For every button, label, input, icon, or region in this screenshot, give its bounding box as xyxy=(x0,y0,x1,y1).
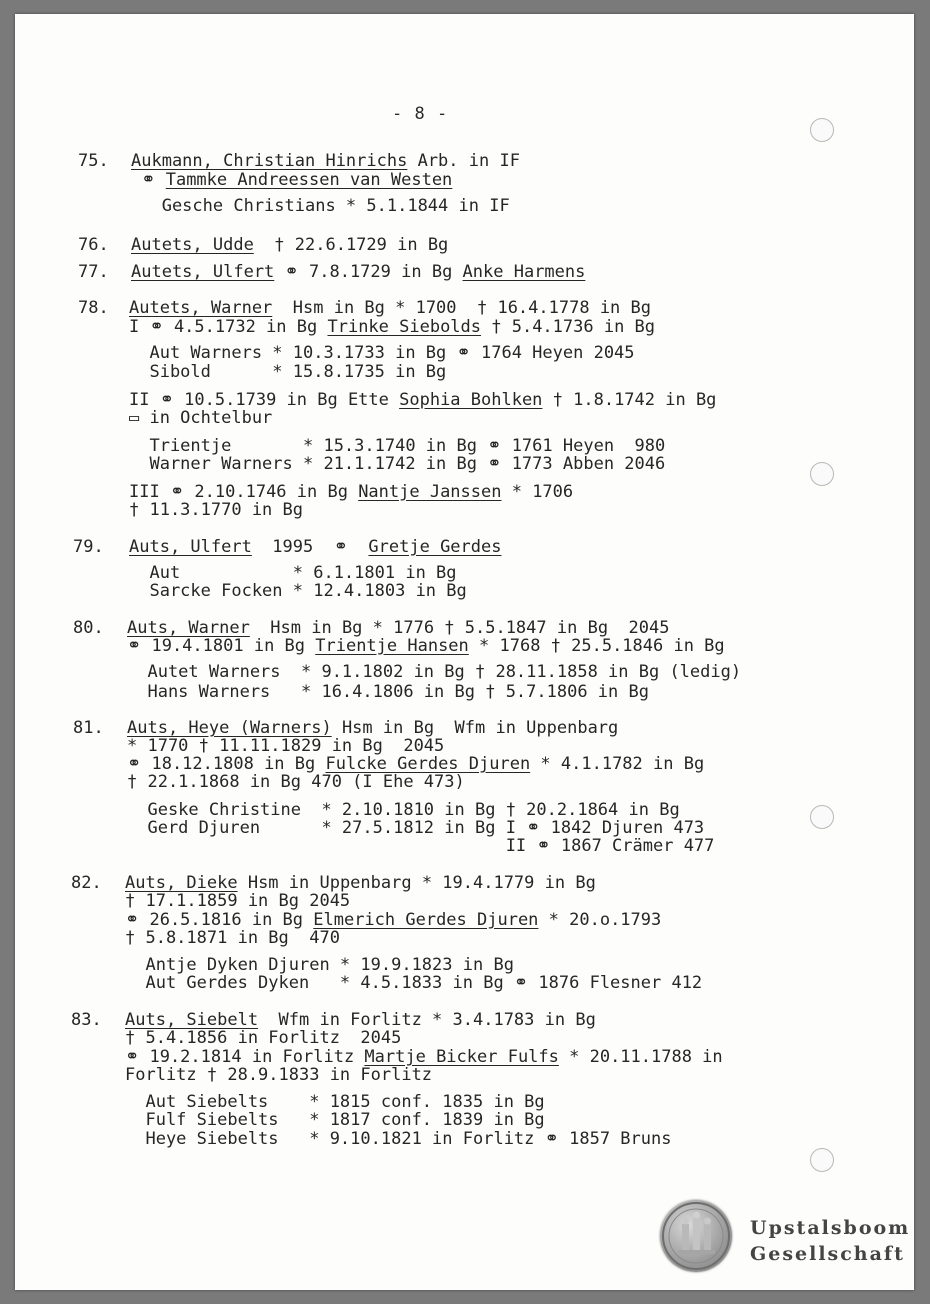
entry-line xyxy=(127,754,704,774)
underlined-name: Auts, Dieke xyxy=(125,873,238,893)
punch-hole xyxy=(810,805,834,829)
entry-line xyxy=(129,563,457,583)
entry-line xyxy=(127,772,465,792)
underlined-name: Tammke Andreessen van Westen xyxy=(165,170,453,190)
entry-text: † 22.6.1729 in Bg xyxy=(253,235,449,255)
entry-line xyxy=(129,408,272,428)
entry-text: Aut Gerdes Dyken * 4.5.1833 in Bg ⚭ 1876 Flesner 412 xyxy=(125,973,703,993)
punch-hole xyxy=(810,462,834,486)
entry-line xyxy=(127,682,649,702)
entry-number: 83. xyxy=(71,1010,102,1030)
underlined-name: Martje Bicker Fulfs xyxy=(364,1047,559,1067)
entry-line xyxy=(125,1047,723,1067)
entry-line xyxy=(129,317,655,337)
underlined-name: Autets, Warner xyxy=(129,298,273,318)
entry-number: 76. xyxy=(78,235,109,255)
entry-text: Aut * 6.1.1801 in Bg xyxy=(129,563,457,583)
entry-line xyxy=(131,170,452,190)
punch-hole xyxy=(810,118,834,142)
entry-text: * 1768 † 25.5.1846 in Bg xyxy=(468,636,725,656)
entry-line xyxy=(129,537,501,557)
entry-line xyxy=(125,1065,432,1085)
entry-text: † 5.4.1856 in Forlitz 2045 xyxy=(125,1028,402,1048)
entry-text: II ⚭ 1867 Crämer 477 xyxy=(127,836,715,856)
entry-text: ⚭ 18.12.1808 in Bg xyxy=(127,754,326,774)
entry-number: 81. xyxy=(73,718,104,738)
entry-text: ⚭ 19.4.1801 in Bg xyxy=(127,636,316,656)
entry-line xyxy=(129,454,665,474)
entry-line xyxy=(125,873,596,893)
entry-line xyxy=(127,836,714,856)
entry-text: † 11.3.1770 in Bg xyxy=(129,500,303,520)
entry-text: Hsm in Bg Wfm in Uppenbarg xyxy=(331,718,619,738)
entry-line xyxy=(129,362,446,382)
entry-text: * 1770 † 11.11.1829 in Bg 2045 xyxy=(127,736,445,756)
entry-line xyxy=(131,151,520,171)
punch-hole xyxy=(810,1148,834,1172)
entry-line xyxy=(131,196,510,216)
entry-line xyxy=(127,800,680,820)
entry-line xyxy=(127,662,741,682)
entry-line xyxy=(131,235,448,255)
entry-line xyxy=(129,500,303,520)
entry-text: † 5.8.1871 in Bg 470 xyxy=(125,928,340,948)
underlined-name: Auts, Ulfert xyxy=(129,537,252,557)
entry-line xyxy=(129,581,467,601)
entry-text: Wfm in Forlitz * 3.4.1783 in Bg xyxy=(258,1010,596,1030)
entry-text: * 20.o.1793 xyxy=(538,910,662,930)
underlined-name: Sophia Bohlken xyxy=(399,390,543,410)
entry-text: † 17.1.1859 in Bg 2045 xyxy=(125,891,351,911)
entry-text: Aut Warners * 10.3.1733 in Bg ⚭ 1764 Heyen 2045 xyxy=(129,343,635,363)
entry-text: Sarcke Focken * 12.4.1803 in Bg xyxy=(129,581,467,601)
underlined-name: Auts, Heye (Warners) xyxy=(127,718,332,738)
entry-text: ⚭ 19.2.1814 in Forlitz xyxy=(125,1047,365,1067)
underlined-name: Autets, Ulfert xyxy=(131,262,275,282)
entry-text: Sibold * 15.8.1735 in Bg xyxy=(129,362,447,382)
watermark-line-2: Gesellschaft xyxy=(750,1243,905,1265)
entry-line xyxy=(125,1129,671,1149)
entry-text: † 22.1.1868 in Bg 470 (I Ehe 473) xyxy=(127,772,465,792)
entry-line xyxy=(129,482,573,502)
entry-line xyxy=(127,818,704,838)
entry-text: ⚭ 26.5.1816 in Bg xyxy=(125,910,314,930)
underlined-name: Trinke Siebolds xyxy=(327,317,482,337)
entry-text: Trientje * 15.3.1740 in Bg ⚭ 1761 Heyen 980 xyxy=(129,436,666,456)
underlined-name: Autets, Udde xyxy=(131,235,254,255)
entry-text: Heye Siebelts * 9.10.1821 in Forlitz ⚭ 1857 Bruns xyxy=(125,1129,672,1149)
entry-text: Forlitz † 28.9.1833 in Forlitz xyxy=(125,1065,433,1085)
entry-text: Warner Warners * 21.1.1742 in Bg ⚭ 1773 Abben 2046 xyxy=(129,454,666,474)
entry-text: * 1706 xyxy=(501,482,574,502)
entry-text: Hsm in Bg * 1776 † 5.5.1847 in Bg 2045 xyxy=(249,618,670,638)
entry-line xyxy=(125,1092,545,1112)
entry-line xyxy=(125,1028,401,1048)
entry-number: 77. xyxy=(78,262,109,282)
entry-line xyxy=(125,1110,545,1130)
entry-text: Gesche Christians * 5.1.1844 in IF xyxy=(131,196,510,216)
entry-number: 78. xyxy=(78,298,109,318)
entry-text: Gerd Djuren * 27.5.1812 in Bg I ⚭ 1842 Djuren 473 xyxy=(127,818,705,838)
underlined-name: Gretje Gerdes xyxy=(368,537,502,557)
entry-text: Aut Siebelts * 1815 conf. 1835 in Bg xyxy=(125,1092,545,1112)
entry-line xyxy=(125,891,350,911)
entry-line xyxy=(127,736,444,756)
entry-text: * 4.1.1782 in Bg xyxy=(530,754,705,774)
underlined-name: Auts, Warner xyxy=(127,618,250,638)
entry-line xyxy=(131,262,585,282)
entry-line xyxy=(127,636,725,656)
entry-text: III ⚭ 2.10.1746 in Bg xyxy=(129,482,359,502)
entry-text: Geske Christine * 2.10.1810 in Bg † 20.2.1864 in Bg xyxy=(127,800,680,820)
entry-line xyxy=(129,343,635,363)
watermark-line-1: Upstalsboom xyxy=(750,1217,911,1239)
entry-text: ⚭ xyxy=(131,170,166,190)
entry-number: 82. xyxy=(71,873,102,893)
entry-line xyxy=(125,928,340,948)
entry-text: Hans Warners * 16.4.1806 in Bg † 5.7.1806 in Bg xyxy=(127,682,649,702)
underlined-name: Trientje Hansen xyxy=(315,636,469,656)
page-number: - 8 - xyxy=(392,104,449,124)
entry-line xyxy=(129,436,665,456)
entry-text: † 1.8.1742 in Bg xyxy=(542,390,717,410)
underlined-name: Aukmann, Christian Hinrichs xyxy=(131,151,408,171)
underlined-name: Fulcke Gerdes Djuren xyxy=(325,754,531,774)
entry-text: Autet Warners * 9.1.1802 in Bg † 28.11.1858 in Bg (ledig) xyxy=(127,662,742,682)
entry-line xyxy=(125,1010,596,1030)
entry-text: * 20.11.1788 in xyxy=(558,1047,723,1067)
entry-line xyxy=(125,910,661,930)
entry-line xyxy=(125,973,702,993)
entry-text: Arb. in IF xyxy=(407,151,520,171)
underlined-name: Auts, Siebelt xyxy=(125,1010,259,1030)
entry-text: 1995 ⚭ xyxy=(251,537,369,557)
entry-text: Hsm in Bg * 1700 † 16.4.1778 in Bg xyxy=(272,298,651,318)
underlined-name: Anke Harmens xyxy=(462,262,586,282)
entry-text: ▭ in Ochtelbur xyxy=(129,408,273,428)
entry-number: 80. xyxy=(73,618,104,638)
entry-line xyxy=(127,618,669,638)
underlined-name: Elmerich Gerdes Djuren xyxy=(313,910,539,930)
entry-text: II ⚭ 10.5.1739 in Bg Ette xyxy=(129,390,400,410)
underlined-name: Nantje Janssen xyxy=(358,482,502,502)
society-seal-logo xyxy=(660,1200,732,1272)
entry-line xyxy=(125,955,514,975)
entry-number: 79. xyxy=(73,537,104,557)
entry-text: † 5.4.1736 in Bg xyxy=(481,317,656,337)
entry-text: ⚭ 7.8.1729 in Bg xyxy=(274,262,463,282)
entry-line xyxy=(129,298,651,318)
entry-text: I ⚭ 4.5.1732 in Bg xyxy=(129,317,328,337)
entry-text: Antje Dyken Djuren * 19.9.1823 in Bg xyxy=(125,955,514,975)
entry-text: Hsm in Uppenbarg * 19.4.1779 in Bg xyxy=(237,873,596,893)
entry-line xyxy=(129,390,716,410)
entry-line xyxy=(127,718,618,738)
entry-text: Fulf Siebelts * 1817 conf. 1839 in Bg xyxy=(125,1110,545,1130)
entry-number: 75. xyxy=(78,151,109,171)
